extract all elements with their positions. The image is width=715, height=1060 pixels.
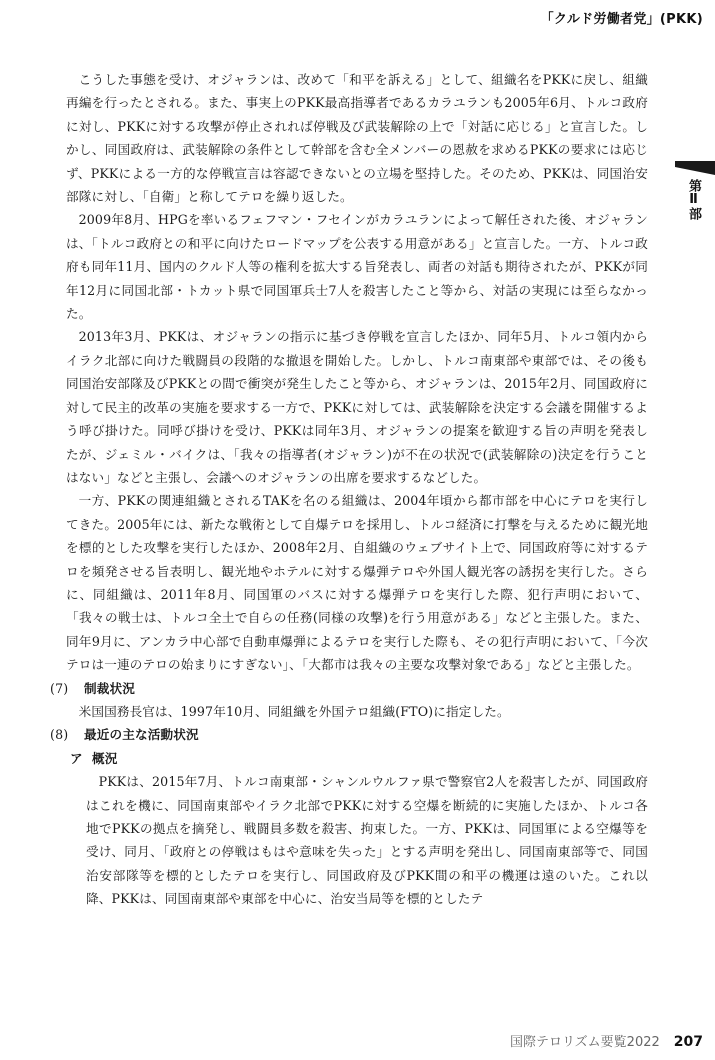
- subsection-number: ア: [70, 750, 83, 766]
- page-number: 207: [673, 1034, 703, 1050]
- section-heading-sanctions: [50, 677, 648, 700]
- section-title: 最近の主な活動状況: [84, 727, 199, 743]
- part-tab-label: 第Ⅱ部: [686, 179, 701, 220]
- overview-text: PKKは、2015年7月、トルコ南東部・シャンルウルファ県で警察官2人を殺害したが、同国政府はこれを機に、同国南東部やイラク北部でPKKに対する空爆を断続的に実施したほか、トルコ各地でPKKの拠点を摘発し、戦闘員多数を殺害、拘束した。一方、PKKは、同国軍による空爆等を受け、同月、「政府との停戦はもはや意味を失った」とする声明を発出し、同国南東部等で、同国治安部隊等を標的としたテロを実行し、同国政府及びPKK間の和平の機運は遠のいた。これ以降、PKKは、同国南東部や東部を中心に、治安当局等を標的としたテ: [86, 774, 648, 907]
- section-number: (7): [50, 680, 69, 696]
- section-title: 制裁状況: [84, 680, 135, 696]
- paragraph: 一方、PKKの関連組織とされるTAKを名のる組織は、2004年頃から都市部を中心にテロを実行してきた。2005年には、新たな戦術として自爆テロを採用し、トルコ経済に打撃を与えるために観光地を標的とした攻撃を実行したほか、2008年2月、自組織のウェブサイト上で、同国政府等に対するテロを頻発させる旨表明し、観光地やホテルに対する爆弾テロや外国人観光客の誘拐を実行した。さらに、同組織は、2011年8月、同国軍のバスに対する爆弾テロを実行した際、犯行声明において、「我々の戦士は、トルコ全土で自らの任務(同様の攻撃)を行う用意がある」などと主張した。また、同年9月に、アンカラ中心部で自動車爆弾によるテロを実行した際も、その犯行声明において、「今次テロは一連のテロの始まりにすぎない」、「大都市は我々の主要な攻撃対象である」などと主張した。: [66, 493, 648, 673]
- sanctions-text: 米国国務長官は、1997年10月、同組織を外国テロ組織(FTO)に指定した。: [78, 703, 510, 719]
- part-tab: [675, 161, 715, 220]
- book-title: 国際テロリズム要覧2022: [509, 1035, 660, 1050]
- paragraph: 2013年3月、PKKは、オジャランの指示に基づき停戦を宣言したほか、同年5月、トルコ領内からイラク北部に向けた戦闘員の段階的な撤退を開始した。しかし、トルコ南東部や東部では、その後も同国治安部隊及びPKKとの間で衝突が発生したこと等から、オジャランは、2015年2月、同国政府に対して民主的改革の実施を要求する一方で、PKKに対しては、武装解除を決定する会議を開催するよう呼び掛けた。同呼び掛けを受け、PKKは同年3月、オジャランの提案を歓迎する旨の声明を発表したが、ジェミル・バイクは、「我々の指導者(オジャラン)が不在の状況で(武装解除の)決定を行うことはない」などと主張し、会議へのオジャランの出席を要求するなどした。: [66, 329, 648, 485]
- paragraph: こうした事態を受け、オジャランは、改めて「和平を訴える」として、組織名をPKKに戻し、組織再編を行ったとされる。また、事実上のPKK最高指導者であるカラユランも2005年6月、トルコ政府に対し、PKKに対する攻撃が停止されれば停戦及び武装解除の上で「対話に応じる」と宣言した。しかし、同国政府は、武装解除の条件として幹部を含む全メンバーの恩赦を求めるPKKの要求には応じず、PKKによる一方的な停戦宣言は容認できないとの立場を堅持した。そのため、PKKは、同国治安部隊に対し、「自衛」と称してテロを繰り返した。: [66, 72, 648, 205]
- paragraph: 2009年8月、HPGを率いるフェフマン・フセインがカラユランによって解任された後、オジャランは、「トルコ政府との和平に向けたロードマップを公表する用意がある」と宣言した。一方、トルコ政府も同年11月、国内のクルド人等の権利を拡大する旨発表し、両者の対話も期待されたが、PKKが同年12月に同国北部・トカット県で同国軍兵士7人を殺害したこと等から、対話の実現には至らなかった。: [66, 212, 648, 322]
- body-text: [50, 68, 648, 911]
- subsection-title: 概況: [92, 750, 118, 766]
- subsection-heading-overview: [70, 747, 648, 770]
- running-header: 「クルド労働者党」(PKK): [540, 12, 703, 27]
- part-tab-wedge: [675, 167, 715, 175]
- section-number: (8): [50, 727, 69, 743]
- section-heading-activities: [50, 723, 648, 746]
- page-footer: [510, 1031, 703, 1050]
